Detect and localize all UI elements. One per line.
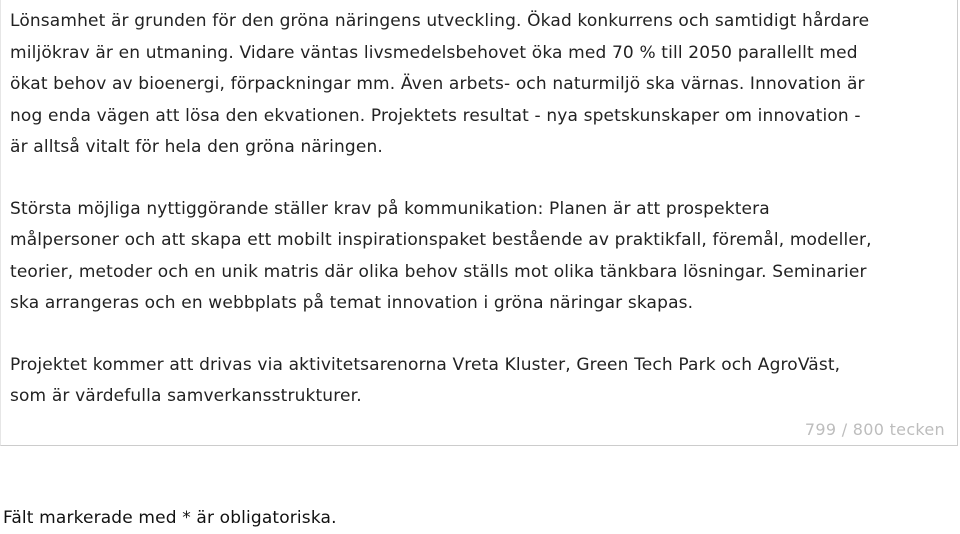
- required-fields-note: Fält markerade med * är obligatoriska.: [3, 508, 337, 528]
- character-counter: 799 / 800 tecken: [804, 420, 945, 439]
- paragraph-3: Projektet kommer att drivas via aktivitetsarenorna Vreta Kluster, Green Tech Park och AgroVäst, som är värdefulla samverkansstrukturer.: [10, 354, 841, 406]
- paragraph-1: Lönsamhet är grunden för den gröna näringens utveckling. Ökad konkurrens och samtidigt hårdare miljökrav är en utmaning. Vidare väntas livsmedelsbehovet öka med 70 % till 2050 parallellt med ökat behov av bioenergi, förpackningar mm. Även arbets- och naturmiljö ska värnas. Innovation är nog enda vägen att lösa den ekvationen. Projektets resultat - nya spetskunskaper om innovation - är alltså vitalt för hela den gröna näringen.: [10, 11, 870, 157]
- textarea-text[interactable]: [10, 6, 950, 413]
- paragraph-2: Största möjliga nyttiggörande ställer krav på kommunikation: Planen är att prospektera målpersoner och att skapa ett mobilt inspirationspaket bestående av praktikfall, föremål, modeller, teorier, metoder och en unik matris där olika behov ställs mot olika tänkbara lösningar. Seminarier ska arrangeras och en webbplats på temat innovation i gröna näringar skapas.: [10, 198, 872, 313]
